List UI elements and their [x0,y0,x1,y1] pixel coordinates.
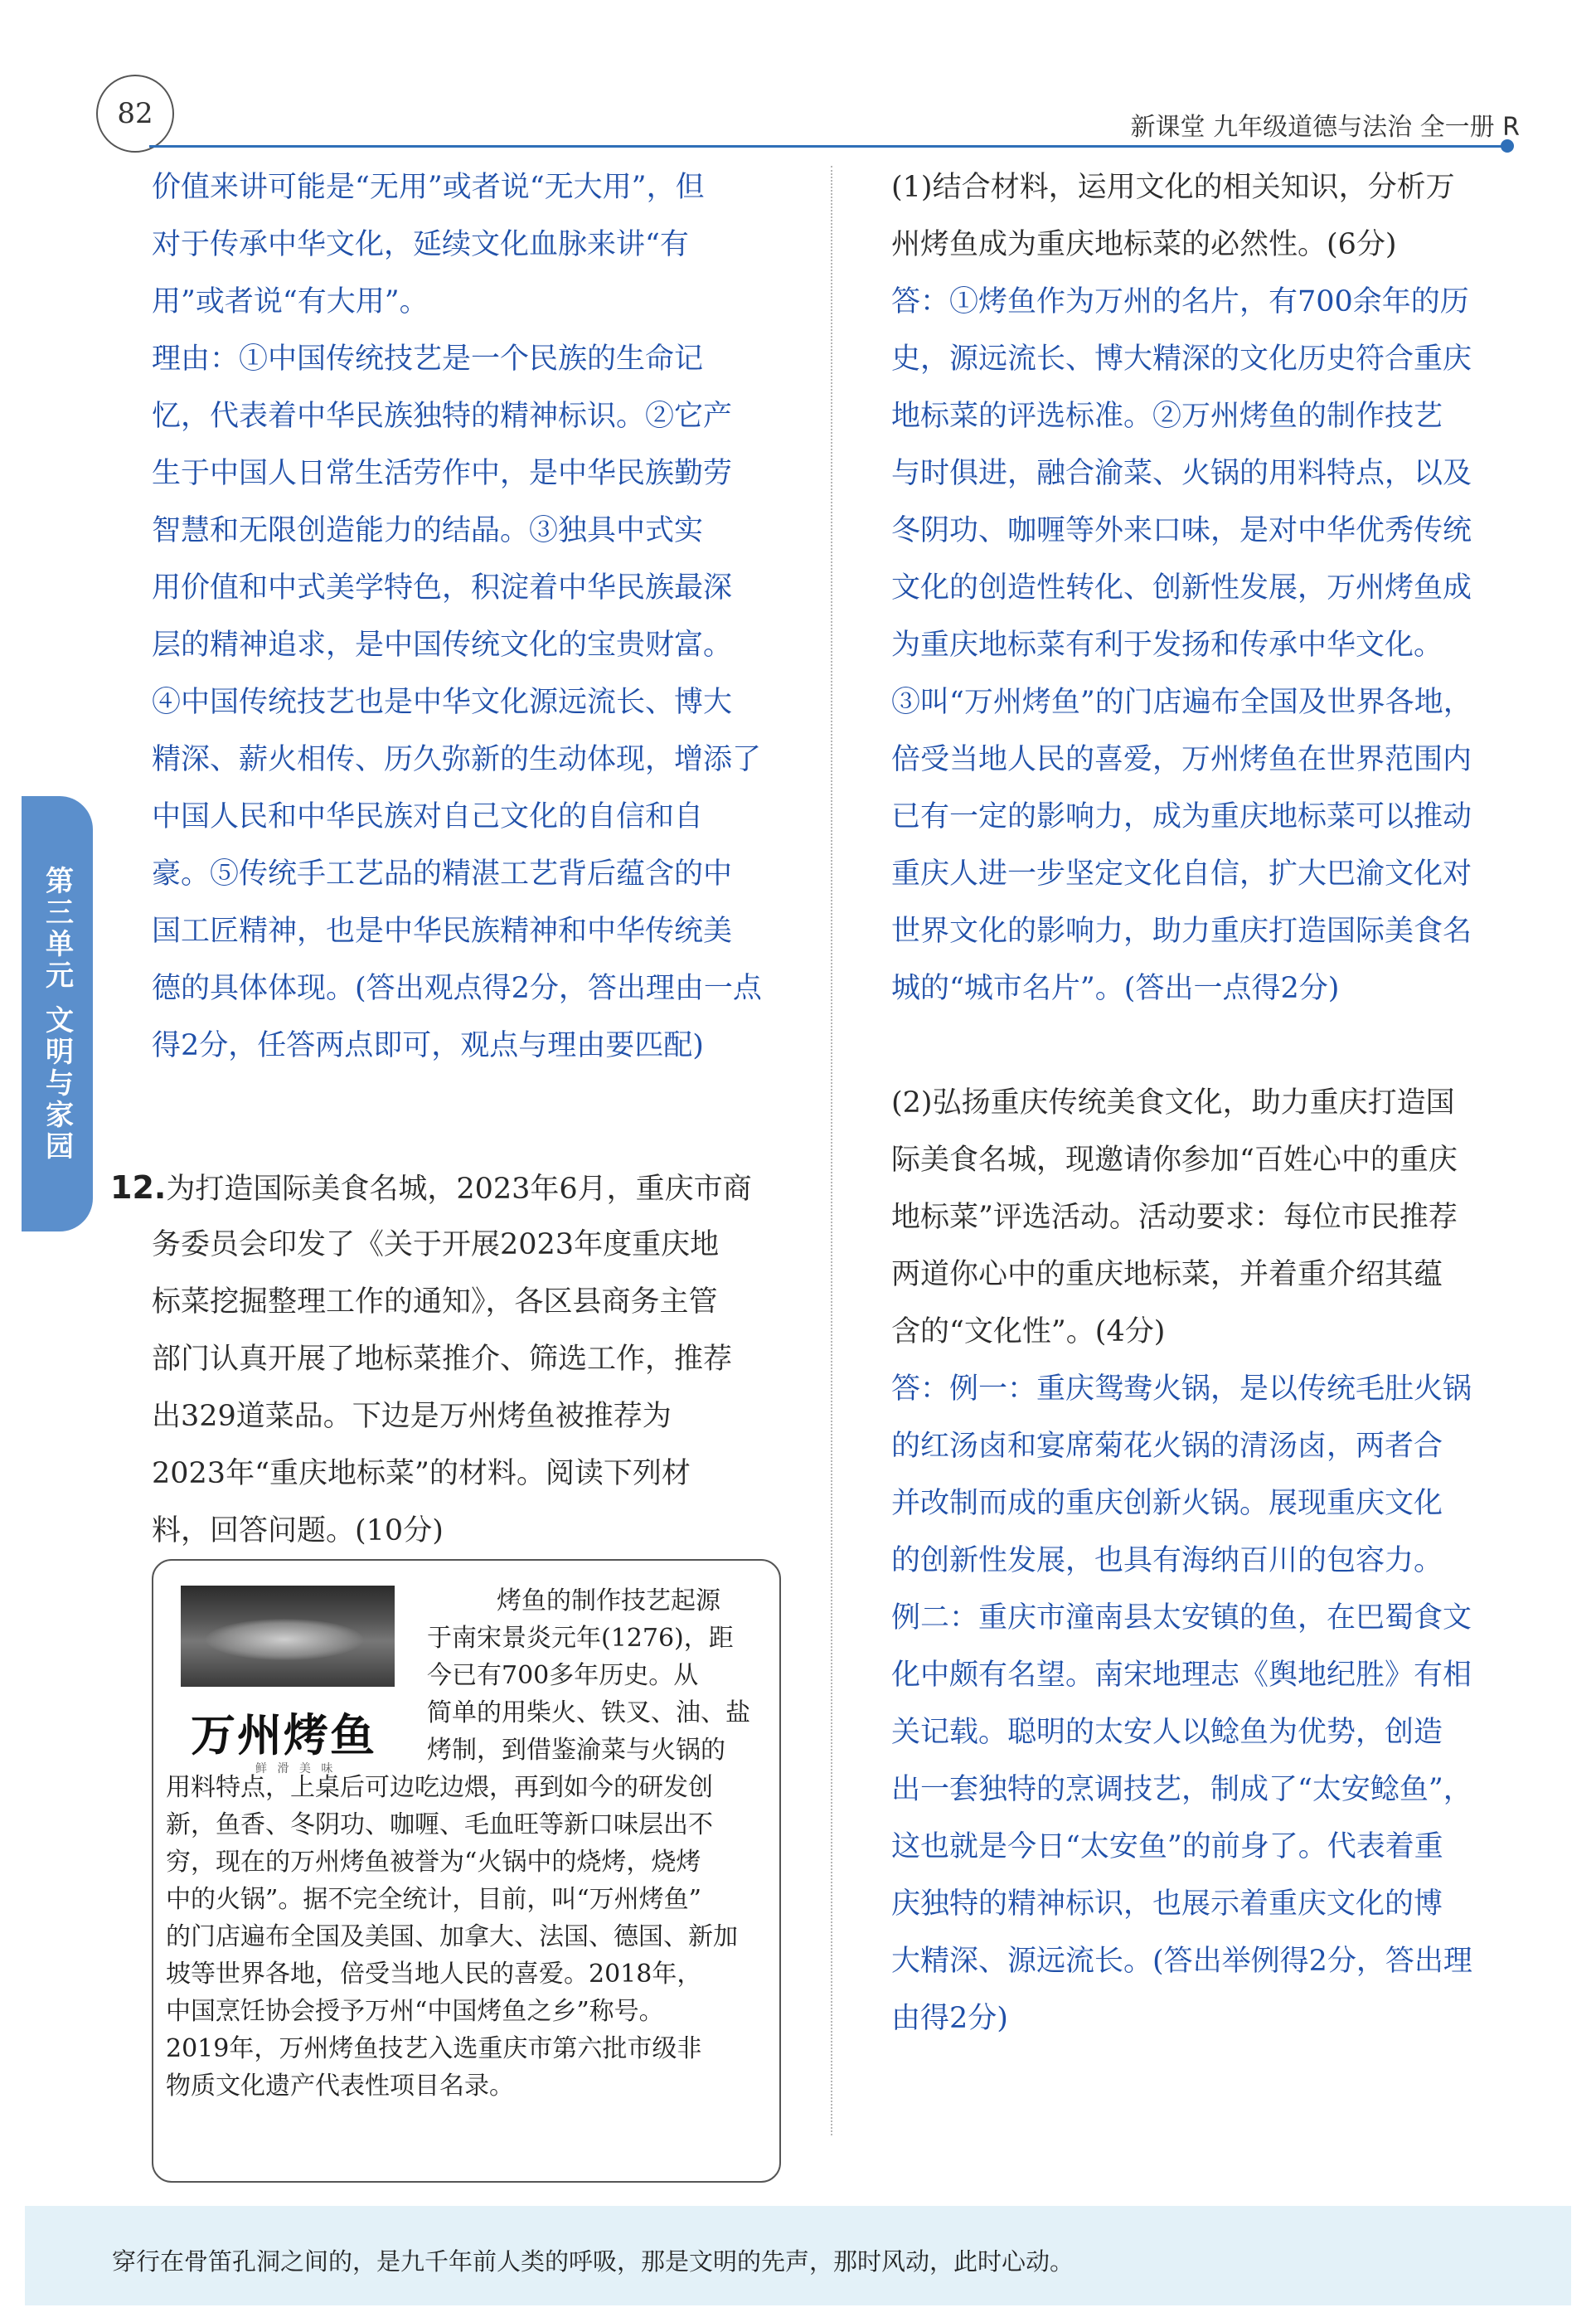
answer-2-line: 由得2分) [891,2002,1008,2035]
material-line: 穷，现在的万州烤鱼被誉为“火锅中的烧烤，烧烤 [166,1848,701,1877]
material-text-right [427,1582,750,1769]
answer-2-line: 关记载。聪明的太安人以鲶鱼为优势，创造 [891,1716,1443,1749]
answer-2-line: 出一套独特的烹调技艺，制成了“太安鲶鱼”， [891,1773,1472,1806]
answer-1-line: 重庆人进一步坚定文化自信，扩大巴渝文化对 [891,857,1472,891]
wanzhou-fish-logo: 万州烤鱼 [191,1708,376,1761]
material-text-full [166,1769,738,2105]
material-line: 的门店遍布全国及美国、加拿大、法国、德国、新加 [166,1922,738,1951]
answer-1-line: 文化的创造性转化、创新性发展，万州烤鱼成 [891,571,1472,605]
question-line [110,1159,790,1217]
page-number: 82 [96,75,174,153]
material-line: 今已有700多年历史。从 [427,1661,699,1690]
material-line: 物质文化遗产代表性项目名录。 [166,2072,514,2101]
answer-2-line: 例二：重庆市潼南县太安镇的鱼，在巴蜀食文 [891,1601,1472,1635]
reason-line: 智慧和无限创造能力的结晶。③独具中式实 [152,514,704,547]
answer-1-line: 为重庆地标菜有利于发扬和传承中华文化。 [891,629,1443,662]
material-line: 烤制，到借鉴渝菜与火锅的 [427,1736,725,1765]
material-line: 中的火锅”。据不完全统计，目前，叫“万州烤鱼” [166,1885,702,1914]
reason-line: 德的具体体现。(答出观点得2分，答出理由一点 [152,972,762,1005]
header-title: 新课堂 九年级道德与法治 全一册 R [1130,113,1520,142]
header-rule [149,145,1509,148]
material-line: 2019年，万州烤鱼技艺入选重庆市第六批市级非 [166,2034,702,2063]
reason-line: 层的精神追求，是中国传统文化的宝贵财富。 [152,629,733,662]
sub-question-2-line: 两道你心中的重庆地标菜，并着重介绍其蕴 [891,1258,1443,1291]
material-line: 新，鱼香、冬阴功、咖喱、毛血旺等新口味层出不 [166,1810,713,1839]
question-line: 料，回答问题。(10分) [152,1514,444,1547]
answer-1-line: 答：①烤鱼作为万州的名片，有700余年的历 [891,285,1469,318]
question-line: 标菜挖掘整理工作的通知》，各区县商务主管 [152,1285,718,1319]
reason-line: 得2分，任答两点即可，观点与理由要匹配) [152,1029,704,1062]
question-line: 部门认真开展了地标菜推介、筛选工作，推荐 [152,1343,733,1376]
spacer [891,1018,1538,1075]
unit-side-tab [22,796,93,1231]
reason-line: 精深、薪火相传、历久弥新的生动体现，增添了 [152,743,762,776]
answer-1-line: 史，源远流长、博大精深的文化历史符合重庆 [891,342,1472,376]
answer-2-line: 的创新性发展，也具有海纳百川的包容力。 [891,1544,1443,1577]
answer-1-line: 已有一定的影响力，成为重庆地标菜可以推动 [891,800,1472,833]
reason-line: 理由：①中国传统技艺是一个民族的生命记 [152,342,704,376]
answer-1-line: ③叫“万州烤鱼”的门店遍布全国及世界各地， [891,686,1472,719]
answer-2-line: 的红汤卤和宴席菊花火锅的清汤卤，两者合 [891,1430,1443,1463]
sub-question-2-line: 地标菜”评选活动。活动要求：每位市民推荐 [891,1201,1458,1234]
material-line: 简单的用柴火、铁叉、油、盐 [427,1698,750,1727]
question-12 [110,1159,790,1560]
question-line: 务委员会印发了《关于开展2023年度重庆地 [152,1228,720,1261]
right-column [891,159,1538,2048]
material-line: 坡等世界各地，倍受当地人民的喜爱。2018年， [166,1960,702,1989]
logo-subtitle: 鲜 滑 美 味 [255,1762,337,1776]
answer-1-line: 城的“城市名片”。(答出一点得2分) [891,972,1340,1005]
left-answer-block [152,159,782,1075]
sub-question-2-line: (2)弘扬重庆传统美食文化，助力重庆打造国 [891,1086,1455,1120]
answer-2-line: 化中颇有名望。南宋地理志《舆地纪胜》有相 [891,1659,1472,1692]
reason-line: 豪。⑤传统手工艺品的精湛工艺背后蕴含的中 [152,857,733,891]
reason-line: 生于中国人日常生活劳作中，是中华民族勤劳 [152,457,733,490]
material-line: 烤鱼的制作技艺起源 [497,1586,720,1615]
reason-line: 用价值和中式美学特色，积淀着中华民族最深 [152,571,733,605]
sub-question-1-line: (1)结合材料，运用文化的相关知识，分析万 [891,171,1455,204]
answer-1-line: 倍受当地人民的喜爱，万州烤鱼在世界范围内 [891,743,1472,776]
question-number: 12. [110,1169,167,1206]
answer-2-line: 大精深、源远流长。(答出举例得2分，答出理 [891,1945,1472,1978]
answer-line: 价值来讲可能是“无用”或者说“无大用”，但 [152,171,705,204]
footer-quote: 穿行在骨笛孔洞之间的，是九千年前人类的呼吸，那是文明的先声，那时风动，此时心动。 [112,2247,1075,2276]
sub-question-1-line: 州烤鱼成为重庆地标菜的必然性。(6分) [891,228,1397,261]
reason-line: ④中国传统技艺也是中华文化源远流长、博大 [152,686,733,719]
grilled-fish-photo [181,1586,395,1687]
material-line: 用料特点，上桌后可边吃边煨，再到如今的研发创 [166,1773,713,1802]
answer-2-line: 答：例一：重庆鸳鸯火锅，是以传统毛肚火锅 [891,1372,1472,1406]
material-line: 中国烹饪协会授予万州“中国烤鱼之乡”称号。 [166,1997,664,2026]
question-text: 为打造国际美食名城，2023年6月，重庆市商 [166,1173,752,1206]
question-line: 出329道菜品。下边是万州烤鱼被推荐为 [152,1400,672,1433]
column-divider [831,166,832,2135]
answer-line: 用”或者说“有大用”。 [152,285,429,318]
reason-line: 国工匠精神，也是中华民族精神和中华传统美 [152,915,733,948]
answer-1-line: 地标菜的评选标准。②万州烤鱼的制作技艺 [891,400,1443,433]
reason-line: 中国人民和中华民族对自己文化的自信和自 [152,800,704,833]
answer-1-line: 与时俱进，融合渝菜、火锅的用料特点，以及 [891,457,1472,490]
answer-2-line: 庆独特的精神标识，也展示着重庆文化的博 [891,1887,1443,1921]
sub-question-2-line: 际美食名城，现邀请你参加“百姓心中的重庆 [891,1144,1458,1177]
question-line: 2023年“重庆地标菜”的材料。阅读下列材 [152,1457,691,1490]
reason-line: 忆，代表着中华民族独特的精神标识。②它产 [152,400,733,433]
sub-question-2-line: 含的“文化性”。(4分) [891,1315,1166,1348]
unit-side-tab-label: 第三单元 文明与家园 [40,865,74,1163]
material-line: 于南宋景炎元年(1276)，距 [427,1624,734,1653]
answer-1-line: 冬阴功、咖喱等外来口味，是对中华优秀传统 [891,514,1472,547]
answer-2-line: 这也就是今日“太安鱼”的前身了。代表着重 [891,1830,1443,1863]
answer-line: 对于传承中华文化，延续文化血脉来讲“有 [152,228,689,261]
answer-2-line: 并改制而成的重庆创新火锅。展现重庆文化 [891,1487,1443,1520]
answer-1-line: 世界文化的影响力，助力重庆打造国际美食名 [891,915,1472,948]
